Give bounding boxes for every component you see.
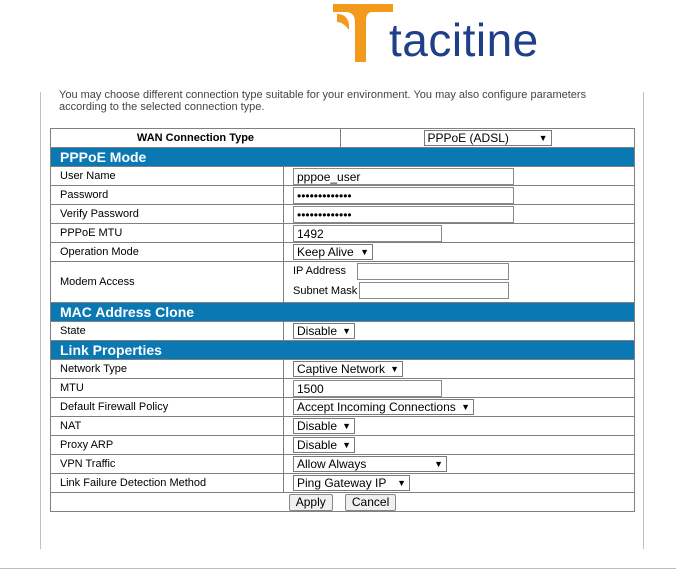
firewall-label: Default Firewall Policy — [51, 398, 284, 417]
nat-row — [51, 417, 635, 436]
dropdown-arrow-icon: ▼ — [434, 459, 443, 469]
vpn-label: VPN Traffic — [51, 455, 284, 474]
verify-password-row — [51, 205, 635, 224]
pppoe-mtu-input[interactable]: 1492 — [293, 225, 442, 242]
vpn-select[interactable] — [293, 456, 447, 472]
page-border-bottom — [0, 568, 676, 569]
wan-type-value: PPPoE (ADSL) — [427, 131, 509, 145]
nat-label: NAT — [51, 417, 284, 436]
failure-detection-label: Link Failure Detection Method — [51, 474, 284, 493]
link-section-title: Link Properties — [51, 341, 635, 360]
dropdown-arrow-icon: ▼ — [360, 247, 369, 257]
failure-detection-select[interactable] — [293, 475, 410, 491]
nat-select[interactable] — [293, 418, 355, 434]
cancel-button[interactable]: Cancel — [345, 494, 396, 511]
pppoe-mtu-label: PPPoE MTU — [51, 224, 284, 243]
network-type-select[interactable] — [293, 361, 403, 377]
firewall-value: Accept Incoming Connections — [297, 400, 456, 414]
mac-state-row — [51, 322, 635, 341]
wan-type-select[interactable] — [424, 130, 552, 146]
failure-detection-value: Ping Gateway IP — [297, 476, 387, 490]
modem-access-row — [51, 262, 635, 303]
dropdown-arrow-icon: ▼ — [397, 478, 406, 488]
modem-access-label: Modem Access — [51, 262, 284, 303]
brand-wordmark: tacitine — [389, 14, 539, 66]
mac-state-value: Disable — [297, 324, 338, 338]
tacitine-logo-mark — [333, 0, 393, 64]
pppoe-section-title: PPPoE Mode — [51, 148, 635, 167]
button-row — [51, 493, 635, 512]
dropdown-arrow-icon: ▼ — [342, 440, 351, 450]
modem-ip-input[interactable] — [357, 263, 509, 280]
firewall-select[interactable] — [293, 399, 474, 415]
dropdown-arrow-icon: ▼ — [390, 364, 399, 374]
mac-state-label: State — [51, 322, 284, 341]
operation-mode-value: Keep Alive — [297, 245, 354, 259]
pppoe-section-header — [51, 148, 635, 167]
modem-ip-label: IP Address — [293, 265, 346, 277]
page-description: You may choose different connection type suitable for your environment. You may also configure parameters according to the selected connection type. — [59, 89, 587, 113]
vpn-value: Allow Always — [297, 457, 367, 471]
apply-button[interactable]: Apply — [289, 494, 333, 511]
dropdown-arrow-icon: ▼ — [461, 402, 470, 412]
password-row — [51, 186, 635, 205]
dropdown-arrow-icon: ▼ — [342, 421, 351, 431]
failure-detection-row — [51, 474, 635, 493]
wan-type-row — [51, 129, 635, 148]
modem-mask-input[interactable] — [359, 282, 509, 299]
network-type-label: Network Type — [51, 360, 284, 379]
tacitine-logo — [333, 0, 573, 72]
password-label: Password — [51, 186, 284, 205]
network-type-value: Captive Network — [297, 362, 386, 376]
proxy-arp-label: Proxy ARP — [51, 436, 284, 455]
password-input[interactable]: ••••••••••••• — [293, 187, 514, 204]
network-type-row — [51, 360, 635, 379]
verify-password-label: Verify Password — [51, 205, 284, 224]
link-section-header — [51, 341, 635, 360]
proxy-arp-select[interactable] — [293, 437, 355, 453]
wan-type-label: WAN Connection Type — [51, 129, 341, 147]
page-border-left — [40, 92, 41, 549]
link-mtu-input[interactable]: 1500 — [293, 380, 442, 397]
mac-state-select[interactable] — [293, 323, 355, 339]
modem-mask-label: Subnet Mask — [293, 285, 358, 297]
operation-mode-select[interactable] — [293, 244, 373, 260]
verify-password-input[interactable]: ••••••••••••• — [293, 206, 514, 223]
user-name-label: User Name — [51, 167, 284, 186]
link-mtu-row — [51, 379, 635, 398]
operation-mode-row — [51, 243, 635, 262]
user-name-row — [51, 167, 635, 186]
nat-value: Disable — [297, 419, 338, 433]
user-name-input[interactable]: pppoe_user — [293, 168, 514, 185]
mac-clone-section-header — [51, 303, 635, 322]
firewall-row — [51, 398, 635, 417]
dropdown-arrow-icon: ▼ — [538, 133, 548, 143]
proxy-arp-row — [51, 436, 635, 455]
pppoe-mtu-row — [51, 224, 635, 243]
link-mtu-label: MTU — [51, 379, 284, 398]
vpn-row — [51, 455, 635, 474]
wan-config-table — [50, 128, 635, 512]
mac-clone-section-title: MAC Address Clone — [51, 303, 635, 322]
operation-mode-label: Operation Mode — [51, 243, 284, 262]
proxy-arp-value: Disable — [297, 438, 338, 452]
page-border-right — [643, 92, 644, 549]
dropdown-arrow-icon: ▼ — [342, 326, 351, 336]
